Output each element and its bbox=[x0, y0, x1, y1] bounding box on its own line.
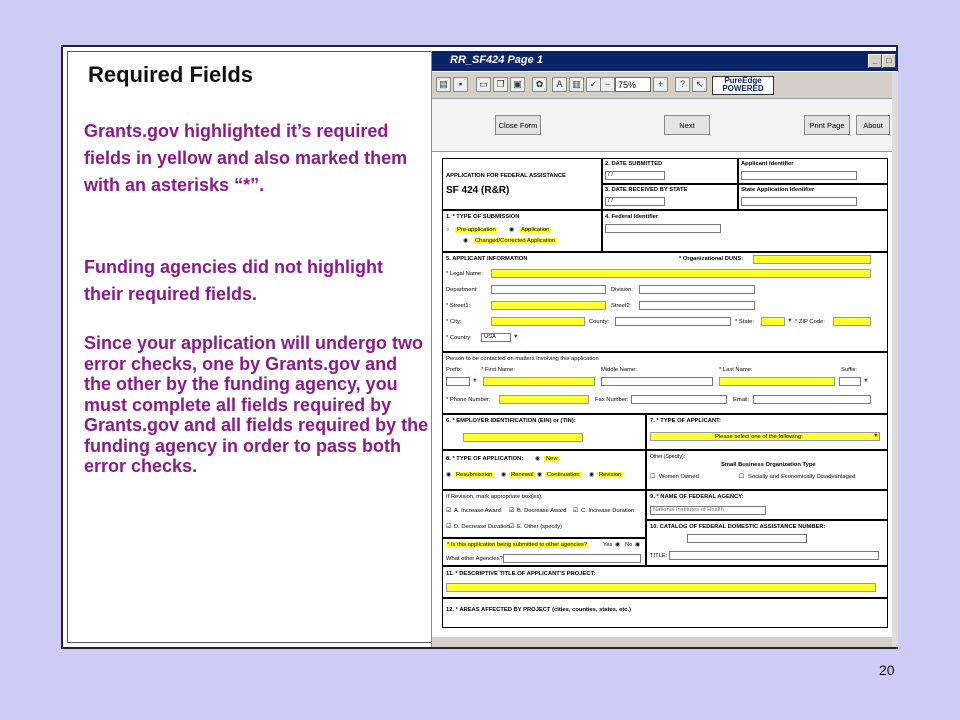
paragraph-agencies: Funding agencies did not highlight their required fields. bbox=[84, 257, 383, 304]
horizontal-scrollbar[interactable] bbox=[432, 637, 892, 647]
street2-field[interactable] bbox=[639, 301, 755, 310]
form-button-bar bbox=[432, 99, 892, 152]
department-field[interactable] bbox=[491, 285, 606, 294]
state-select[interactable] bbox=[761, 317, 785, 326]
print-page-button[interactable]: Print Page bbox=[804, 115, 850, 135]
ein-field[interactable] bbox=[463, 433, 583, 442]
copy-icon[interactable]: ❐ bbox=[493, 77, 508, 92]
save-icon[interactable]: ▪ bbox=[453, 77, 468, 92]
powered-logo: PureEdge POWERED bbox=[712, 76, 774, 95]
catalog-number-field[interactable] bbox=[687, 534, 807, 543]
country-select[interactable]: USA bbox=[481, 333, 511, 342]
print-icon[interactable]: ▭ bbox=[476, 77, 491, 92]
email-field[interactable] bbox=[753, 395, 871, 404]
duns-field[interactable] bbox=[753, 255, 871, 264]
street1-field[interactable] bbox=[491, 301, 606, 310]
applicant-type-select[interactable]: Please select one of the following ▼ bbox=[650, 432, 880, 441]
county-field[interactable] bbox=[615, 317, 731, 326]
suffix-select[interactable] bbox=[839, 377, 861, 386]
first-name-field[interactable] bbox=[483, 377, 595, 386]
last-name-field[interactable] bbox=[719, 377, 835, 386]
city-field[interactable] bbox=[491, 317, 585, 326]
toolbar bbox=[432, 72, 892, 99]
catalog-title-field[interactable] bbox=[669, 551, 879, 560]
zoom-out-icon[interactable]: − bbox=[600, 77, 615, 92]
project-title-field[interactable] bbox=[446, 583, 876, 592]
vertical-scrollbar[interactable] bbox=[892, 72, 898, 647]
page-number: 20 bbox=[879, 662, 895, 678]
division-field[interactable] bbox=[639, 285, 755, 294]
paste-icon[interactable]: ▣ bbox=[510, 77, 525, 92]
attach-icon[interactable]: ✿ bbox=[532, 77, 547, 92]
minimize-icon[interactable]: _ bbox=[868, 54, 882, 68]
close-form-button[interactable]: Close Form bbox=[495, 115, 541, 135]
form-screenshot-window bbox=[431, 51, 898, 647]
form-subheading: SF 424 (R&R) bbox=[446, 185, 510, 196]
fax-field[interactable] bbox=[631, 395, 727, 404]
legal-name-field[interactable] bbox=[491, 269, 871, 278]
document-icon[interactable]: ▥ bbox=[569, 77, 584, 92]
prefix-select[interactable] bbox=[446, 377, 470, 386]
zoom-select[interactable]: 75% bbox=[615, 77, 651, 92]
maximize-icon[interactable]: □ bbox=[882, 54, 896, 68]
help-icon[interactable]: ? bbox=[675, 77, 690, 92]
form-heading: APPLICATION FOR FEDERAL ASSISTANCE bbox=[446, 173, 566, 179]
phone-field[interactable] bbox=[499, 395, 589, 404]
check-icon[interactable]: ✓ bbox=[586, 77, 601, 92]
about-button[interactable]: About bbox=[856, 115, 890, 135]
window-title: RR_SF424 Page 1 bbox=[450, 54, 543, 66]
window-titlebar bbox=[432, 51, 898, 71]
sf424-form: APPLICATION FOR FEDERAL ASSISTANCE SF 424 (R&R) 2. DATE SUBMITTED / / Applicant Identifier 3. DATE RECEIVED BY STATE / / State Application Identifier 1. * TYPE OF SUBMISSION ○ Pre-application ◉ Application ◉ Changed/Corrected Application 4. Federal Identifier 5. APPLICANT INFORMATION * Organizational DUNS: * Legal Name: Department: Division: * Street1: Street2: * City: County: * State: ▼ * ZIP Code: * Country: USA ▼ Person to be contacted on matters involving this application Prefix: * First Name: Middle Name: * Last Name: Suffix: ▼ ▼ * Phone Number: Fax Number: Email: 6. * EMPLOYER IDENTIFICATION (EIN) or (TIN): 7. * TYPE OF APPLICANT: Please select one of the following ▼ 8. * TYPE OF APPLICATION: ◉ New ◉ Resubmission ◉ Renewal ◉ Continuation ◉ Revision Other (Specify): Small Business Organization Type ☐ Women Owned ☐ Socially and Economically Disadvantaged If Revision, mark appropriate box(es). ☑ A. Increase Award ☑ B. Decrease Award ☑ C. Increase Duration ☑ D. Decrease Duration ☑ E. Other (specify) 9. * NAME OF FEDERAL AGENCY: National Institutes of Health 10. CATALOG OF FEDERAL DOMESTIC ASSISTANCE NUMBER: TITLE: * Is this application being submitted to other agencies? Yes ◉ No ◉ What other Agencies? 11. * DESCRIPTIVE TITLE OF APPLICANT'S PROJECT: 12. * AREAS AFFECTED BY PROJECT (cities, counties, states, etc.) bbox=[442, 158, 888, 638]
zip-field[interactable] bbox=[833, 317, 871, 326]
font-icon[interactable]: A bbox=[552, 77, 567, 92]
paragraph-error-checks: Since your application will undergo two error checks, one by Grants.gov and the other by the funding agency, you must complete all fields required by Grants.gov and all fields required by the funding agency in order to pass both error checks. bbox=[84, 333, 429, 476]
paragraph-highlight: Grants.gov highlighted it’s required fields in yellow and also marked them with an asterisks “*”. bbox=[84, 121, 408, 195]
next-button[interactable]: Next bbox=[664, 115, 710, 135]
agency-field[interactable]: National Institutes of Health bbox=[650, 506, 766, 515]
open-icon[interactable]: ▤ bbox=[436, 77, 451, 92]
other-agencies-field[interactable] bbox=[503, 554, 641, 563]
middle-name-field[interactable] bbox=[601, 377, 713, 386]
zoom-in-icon[interactable]: + bbox=[653, 77, 668, 92]
slide-title: Required Fields bbox=[88, 62, 254, 87]
pointer-icon[interactable]: ↖ bbox=[692, 77, 707, 92]
